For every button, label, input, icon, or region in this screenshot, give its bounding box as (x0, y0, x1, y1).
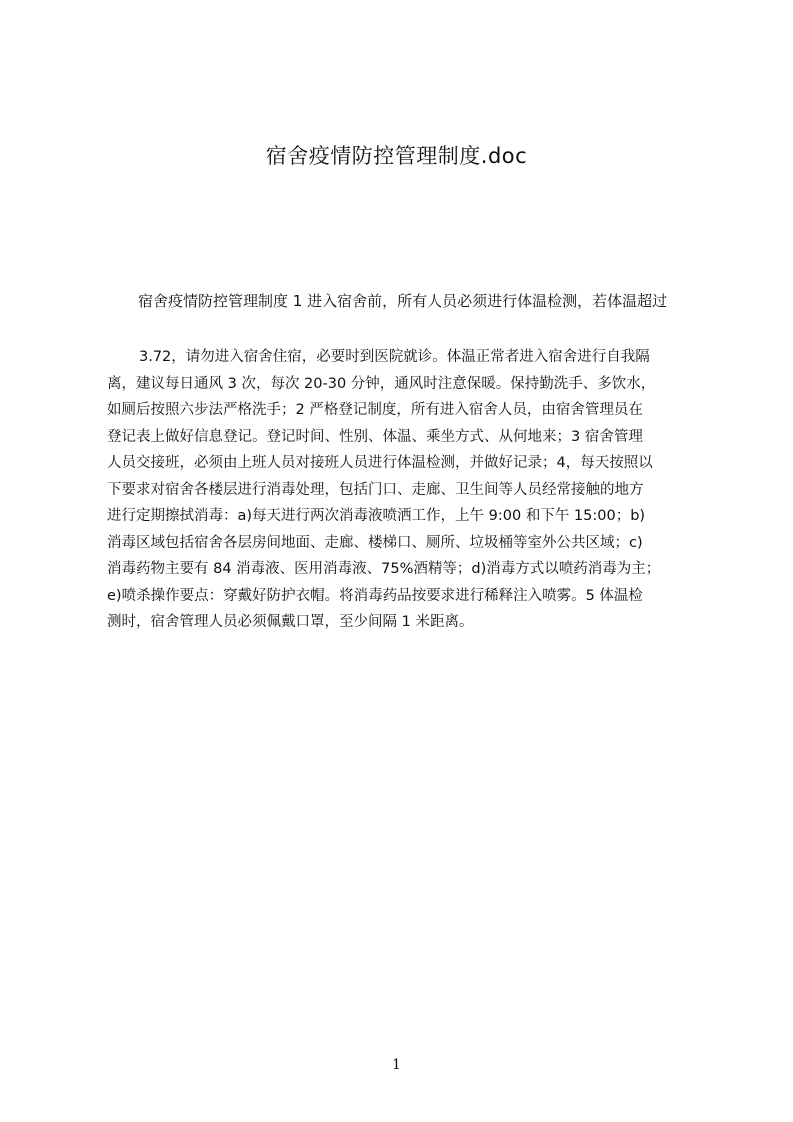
body-paragraph (107, 344, 697, 636)
body-line: 3.72，请勿进入宿舍住宿，必要时到医院就诊。体温正常者进入宿舍进行自我隔 (139, 349, 650, 365)
body-line: 离，建议每日通风 3 次，每次 20-30 分钟，通风时注意保暖。保持勤洗手、多饮水， (107, 375, 656, 392)
body-line: 测时，宿舍管理人员必须佩戴口罩，至少间隔 1 米距离。 (107, 614, 474, 630)
page-number: 1 (392, 1057, 401, 1073)
body-line: 消毒区域包括宿舍各层房间地面、走廊、楼梯口、厕所、垃圾桶等室外公共区域；c) (107, 534, 643, 551)
intro-paragraph: 宿舍疫情防控管理制度 1 进入宿舍前，所有人员必须进行体温检测，若体温超过 (138, 292, 668, 310)
body-line: 如厕后按照六步法严格洗手；2 严格登记制度，所有进入宿舍人员，由宿舍管理员在 (107, 402, 643, 418)
body-line: 下要求对宿舍各楼层进行消毒处理，包括门口、走廊、卫生间等人员经常接触的地方 (107, 481, 644, 498)
body-line: 进行定期擦拭消毒：a)每天进行两次消毒液喷洒工作，上午 9:00 和下午 15:00；b) (107, 508, 646, 524)
body-line: 登记表上做好信息登记。登记时间、性别、体温、乘坐方式、从何地来；3 宿舍管理 (107, 428, 643, 445)
document-title: 宿舍疫情防控管理制度.doc (265, 144, 528, 168)
body-line: 人员交接班，必须由上班人员对接班人员进行体温检测，并做好记录；4，每天按照以 (107, 455, 653, 471)
body-line: e)喷杀操作要点：穿戴好防护衣帽。将消毒药品按要求进行稀释注入喷雾。5 体温检 (107, 587, 643, 604)
body-line: 消毒药物主要有 84 消毒液、医用消毒液、75%酒精等；d)消毒方式以喷药消毒为主； (107, 561, 661, 577)
